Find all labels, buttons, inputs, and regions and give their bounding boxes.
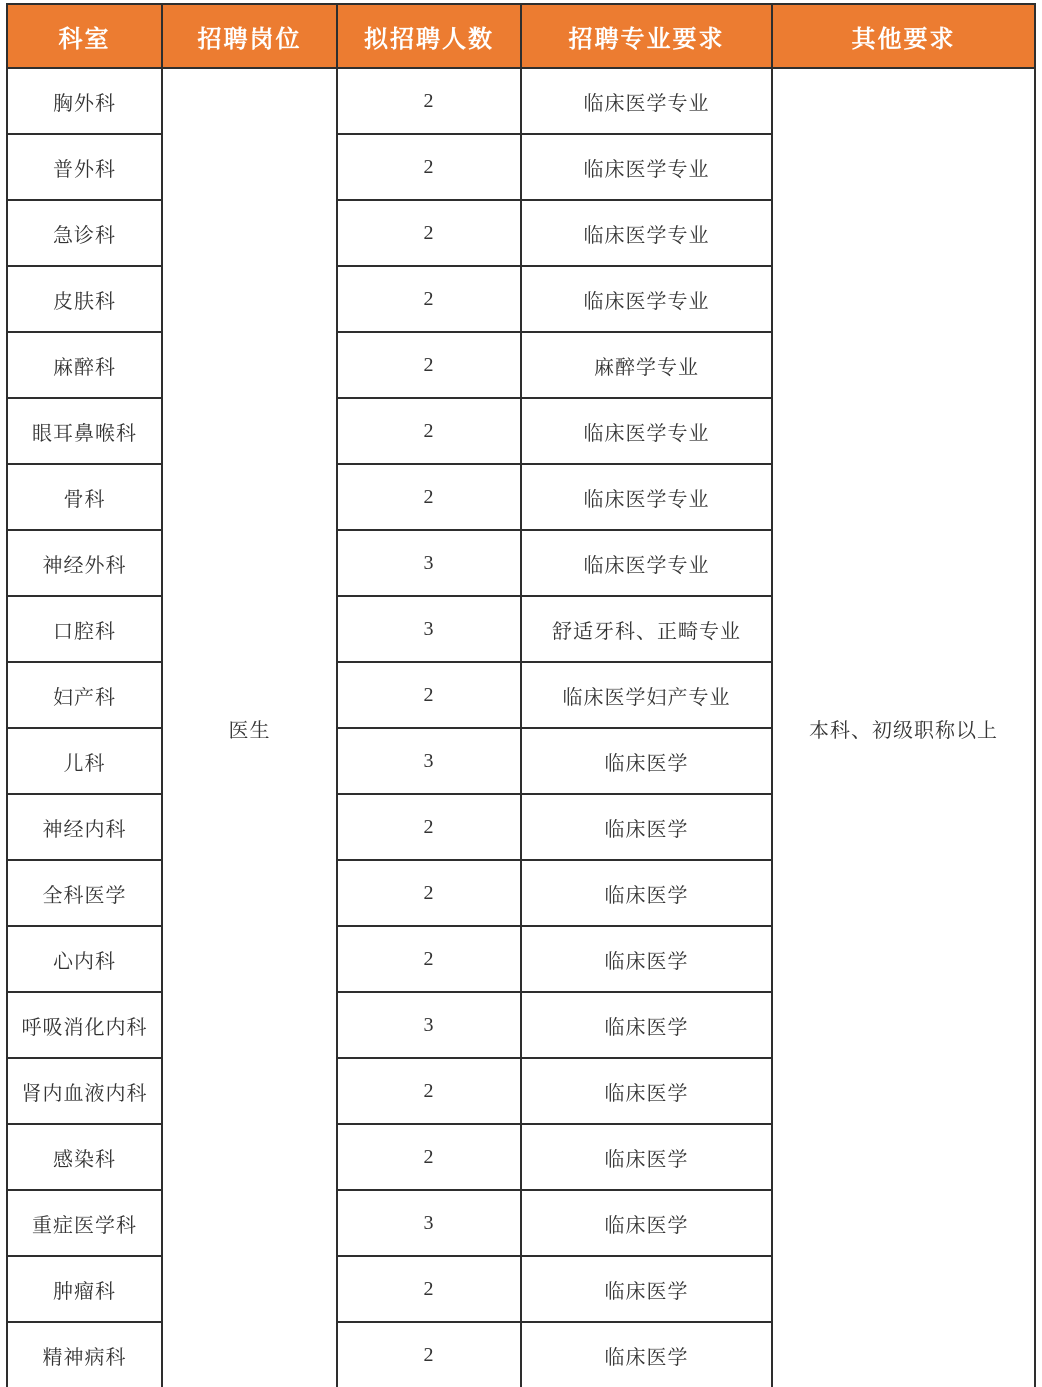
department-cell: 肾内血液内科	[7, 1058, 162, 1124]
count-cell: 2	[337, 860, 521, 926]
count-cell: 2	[337, 662, 521, 728]
major-cell: 临床医学专业	[521, 530, 772, 596]
major-cell: 临床医学专业	[521, 266, 772, 332]
major-cell: 舒适牙科、正畸专业	[521, 596, 772, 662]
department-cell: 急诊科	[7, 200, 162, 266]
count-cell: 2	[337, 1256, 521, 1322]
major-cell: 临床医学专业	[521, 200, 772, 266]
department-cell: 麻醉科	[7, 332, 162, 398]
count-cell: 2	[337, 134, 521, 200]
major-cell: 临床医学	[521, 728, 772, 794]
department-cell: 重症医学科	[7, 1190, 162, 1256]
major-cell: 临床医学	[521, 794, 772, 860]
department-cell: 眼耳鼻喉科	[7, 398, 162, 464]
department-cell: 儿科	[7, 728, 162, 794]
count-cell: 2	[337, 1058, 521, 1124]
count-cell: 2	[337, 1322, 521, 1387]
major-cell: 临床医学专业	[521, 464, 772, 530]
major-cell: 临床医学	[521, 1190, 772, 1256]
department-cell: 普外科	[7, 134, 162, 200]
count-cell: 3	[337, 596, 521, 662]
department-cell: 神经内科	[7, 794, 162, 860]
count-cell: 2	[337, 200, 521, 266]
count-cell: 2	[337, 794, 521, 860]
recruitment-table	[6, 3, 1036, 1387]
header-position: 招聘岗位	[162, 4, 337, 68]
header-other: 其他要求	[772, 4, 1035, 68]
department-cell: 口腔科	[7, 596, 162, 662]
department-cell: 妇产科	[7, 662, 162, 728]
header-count: 拟招聘人数	[337, 4, 521, 68]
position-merged-cell: 医生	[162, 68, 337, 1387]
major-cell: 临床医学	[521, 926, 772, 992]
department-cell: 精神病科	[7, 1322, 162, 1387]
other-requirements-merged-cell: 本科、初级职称以上	[772, 68, 1035, 1387]
department-cell: 呼吸消化内科	[7, 992, 162, 1058]
count-cell: 2	[337, 926, 521, 992]
department-cell: 肿瘤科	[7, 1256, 162, 1322]
major-cell: 临床医学专业	[521, 398, 772, 464]
major-cell: 临床医学	[521, 1322, 772, 1387]
count-cell: 3	[337, 530, 521, 596]
count-cell: 2	[337, 1124, 521, 1190]
count-cell: 3	[337, 728, 521, 794]
header-row	[7, 4, 1035, 68]
major-cell: 临床医学专业	[521, 134, 772, 200]
major-cell: 临床医学	[521, 1058, 772, 1124]
department-cell: 心内科	[7, 926, 162, 992]
count-cell: 2	[337, 266, 521, 332]
department-cell: 神经外科	[7, 530, 162, 596]
major-cell: 临床医学	[521, 860, 772, 926]
major-cell: 临床医学妇产专业	[521, 662, 772, 728]
count-cell: 3	[337, 1190, 521, 1256]
count-cell: 2	[337, 464, 521, 530]
count-cell: 3	[337, 992, 521, 1058]
major-cell: 临床医学	[521, 992, 772, 1058]
major-cell: 临床医学	[521, 1256, 772, 1322]
department-cell: 骨科	[7, 464, 162, 530]
major-cell: 临床医学专业	[521, 68, 772, 134]
major-cell: 麻醉学专业	[521, 332, 772, 398]
header-major: 招聘专业要求	[521, 4, 772, 68]
department-cell: 皮肤科	[7, 266, 162, 332]
major-cell: 临床医学	[521, 1124, 772, 1190]
department-cell: 感染科	[7, 1124, 162, 1190]
department-cell: 胸外科	[7, 68, 162, 134]
department-cell: 全科医学	[7, 860, 162, 926]
count-cell: 2	[337, 398, 521, 464]
table-row	[7, 68, 1035, 134]
count-cell: 2	[337, 332, 521, 398]
header-department: 科室	[7, 4, 162, 68]
count-cell: 2	[337, 68, 521, 134]
